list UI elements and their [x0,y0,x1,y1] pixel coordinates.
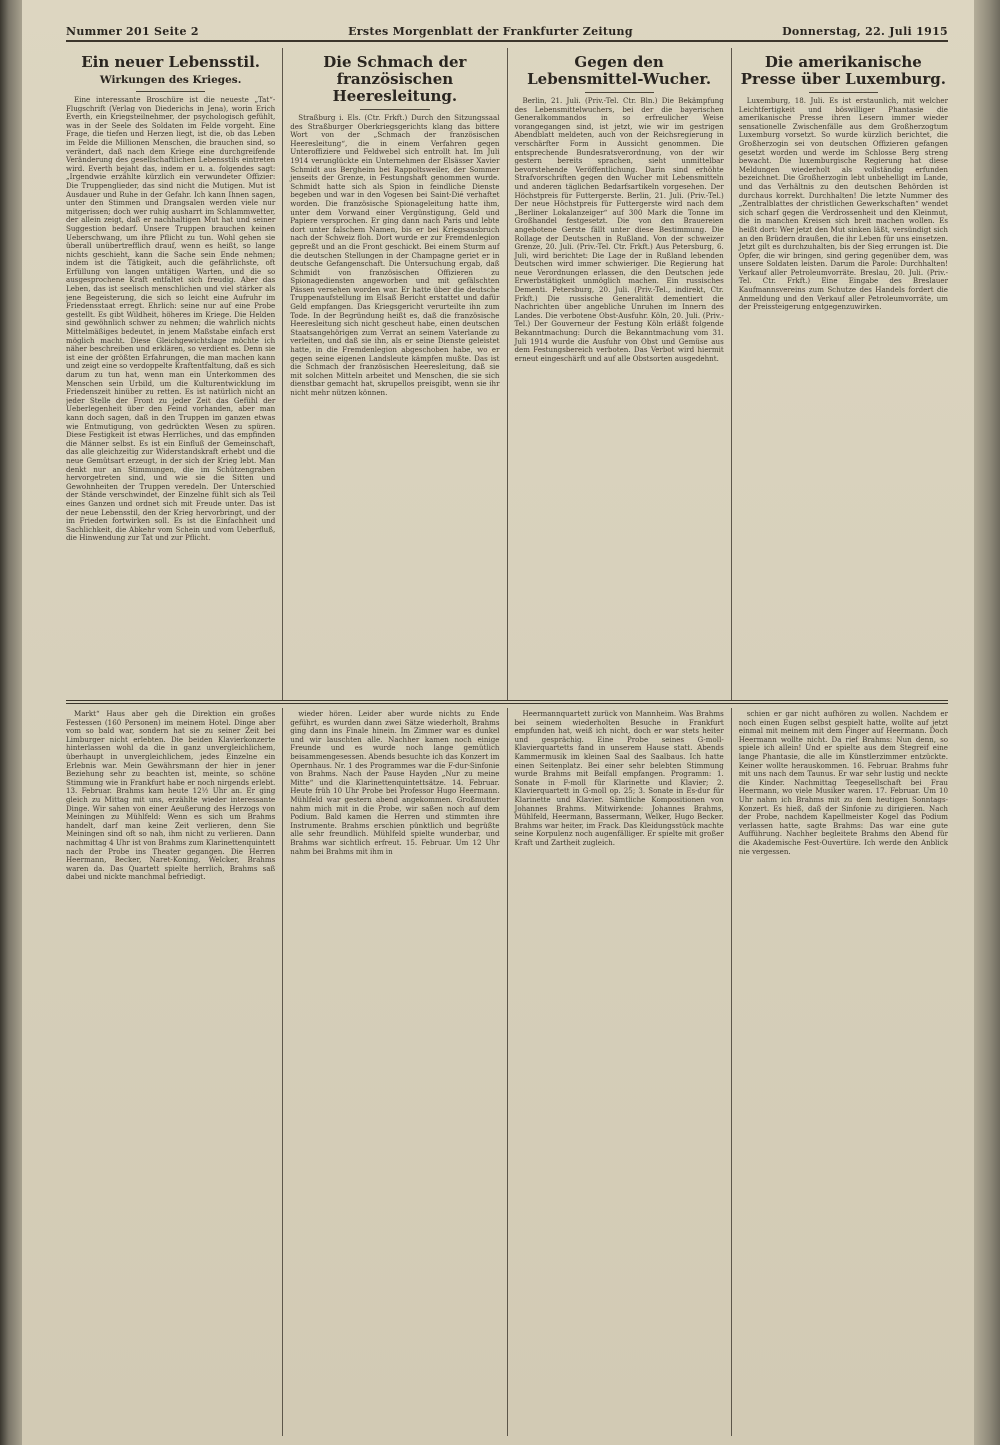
article-headline: Die Schmach der französischen Heeresleitung. [323,53,467,105]
article-subhead: Wirkungen des Krieges. [99,74,242,86]
feuilleton-column-2 [282,708,506,1436]
article-body: Eine interessante Broschüre ist die neueste „Tat“-Flugschrift (Verlag von Diederichs in Jena), worin Erich Everth, ein Kriegsteilnehmer, der psychologisch gefühlt, was in der Seele des Soldaten im Felde vorgeht. Eine Frage, die tiefen und Herzen liegt, ist die, ob das Leben im Felde die Millionen Menschen, die brauchen sind, so verändert, daß nach dem Kriege eine durchgreifende Veränderung des gesellschaftlichen Lebensstils eintreten wird. Everth bejaht das, indem er u. a. folgendes sagt: „Irgendwie erzählte kürzlich ein verwundeter Offizier: Die Truppenglieder, das sind nicht die Mutigen. Mut ist Ausdauer und Ruhe in der Gefahr. Ich kann Ihnen sagen, unter den Stimmen und Drangsalen werden viele nur mitgerissen; doch wer ruhig ausharrt im Schlammwetter, der allein zeigt, daß er nachhaltigen Mut hat und seiner Suggestion bedarf. Unsere Truppen brauchen keinen Ueberschwang, um ihre Pflicht zu tun. Wohl gehen sie überall unübertrefflich drauf, wenn es heißt, so lange nichts geschieht, kann die Sache sein Ende nehmen; indem ist die Tätigkeit, auch die gefährlichste, oft Erfüllung von langen untätigen Warten, und die so ausgesprochene Kraft entfaltet sich freudig. Aber das Leben, das ist seelisch menschlichen und viel stärker als jene Begeisterung, die sich so leicht eine Aufruhr im Friedensstaat erregt. Ehrlich: seine nur auf eine Probe gestellt. Es gibt Wildheit, höheres im Kriege. Die Helden sind gewöhnlich schwer zu nehmen; die wahrlich nichts Mittelmäßiges bedeutet, in jenem Maßstabe einfach erst möglich macht. Diese Gleichgewichtslage möchte ich näher beschreiben und erklären, so verdient es. Denn sie ist eine der größten Erfahrungen, die man machen kann und zeigt eine so verdoppelte Kraftentfaltung, daß es sich darum zu tun hat, wenn man ein Unterkommen des Menschen sein Urbild, um die Kulturentwicklung im Friedenszeit hinüber zu retten. Es ist natürlich nicht an jeder Stelle der Front zu jeder Zeit das Gefühl der Ueberlegenheit über den Feind vorhanden, aber man kann doch sagen, daß in den Truppen im ganzen etwas wie Entmutigung, von gedrückten Wesen zu spüren. Diese Festigkeit ist etwas Herrliches, und das empfinden die Männer selbst. Es ist ein Einfluß der Gemeinschaft, das alle gleichzeitig zur Widerstandskraft erhebt und die neue Gemütsart erzeugt, in der sich der Krieg lebt. Man denkt nur an Stimmungen, die im Schützengraben hervorgetreten sind, und wie sie die Sitten und Gewohnheiten der Truppen veredeln. Der Unterschied der Stände verschwindet, der Einzelne fühlt sich als Teil eines Ganzen und ordnet sich mit Freude unter. Das ist der neue Lebensstil, den der Krieg hervorbringt, und der im Frieden fortwirken soll. Es ist die Einfachheit und Sachlichkeit, die Abkehr vom Schein und vom Ueberfluß, die Hinwendung zur Tat und zur Pflicht. [66,95,276,543]
feuilleton-column-4 [731,708,948,1436]
article-column-4 [731,48,948,700]
issue-date: Donnerstag, 22. Juli 1915 [782,24,948,38]
feuilleton-column-3 [507,708,731,1436]
article-headline: Ein neuer Lebensstil. [81,53,260,71]
feuilleton-divider [66,700,948,704]
divider [136,91,205,92]
article-headline: Gegen den Lebensmittel-Wucher. [527,53,712,88]
article-body: Luxemburg, 18. Juli. Es ist erstaunlich, mit welcher Leichtfertigkeit und böswilliger Phantasie die amerikanische Presse ihren Lesern immer wieder sensationelle Zwischenfälle aus dem Großherzogtum Luxemburg vorsetzt. So wurde kürzlich berichtet, die Großherzogin sei von deutschen Offizieren gefangen gesetzt worden und werde im Schlosse Berg streng bewacht. Die luxemburgische Regierung hat diese Meldungen wiederholt als vollständig erfunden bezeichnet. Die Großherzogin lebt unbehelligt im Lande, und das Verhältnis zu den deutschen Behörden ist durchaus korrekt. Durchhalten! Die letzte Nummer des „Zentralblattes der christlichen Gewerkschaften“ wendet sich scharf gegen die Verdrossenheit und den Kleinmut, die in manchen Kreisen sich breit machen wollen. Es heißt dort: Wer jetzt den Mut sinken läßt, versündigt sich an den Brüdern draußen, die ihr Leben für uns einsetzen. Jetzt gilt es durchzuhalten, bis der Sieg errungen ist. Die Opfer, die wir bringen, sind gering gegenüber dem, was unsere Soldaten leisten. Darum die Parole: Durchhalten! Verkauf aller Petroleumvorräte. Breslau, 20. Juli. (Priv.-Tel. Ctr. Frkft.) Eine Eingabe des Breslauer Kaufmannsvereins zum Schutze des Handels fordert die Anmeldung und den Verkauf aller Petroleumvorräte, um der Preissteigerung entgegenzuwirken. [738,96,948,312]
masthead [66,22,948,42]
article-column-3 [507,48,731,700]
article-column-2 [282,48,506,700]
feuilleton-body: Heermannquartett zurück von Mannheim. Was Brahms bei seinem wiederholten Besuche in Frankfurt empfunden hat, weiß ich nicht, doch er war stets heiter und gesprächig. Eine Probe seines G-moll-Klavierquartetts fand in unserem Hause statt. Abends Kammermusik im kleinen Saal des Saalbaus. Ich hatte einen Seitenplatz. Bei einer sehr belebten Stimmung wurde Brahms mit Beifall empfangen. Programm: 1. Sonate in F-moll für Klarinette und Klavier; 2. Klavierquartett in G-moll op. 25; 3. Sonate in Es-dur für Klarinette und Klavier. Sämtliche Kompositionen von Johannes Brahms. Mitwirkende: Johannes Brahms, Mühlfeld, Heermann, Bassermann, Welker, Hugo Becker. Brahms war heiter, im Frack. Das Kleidungsstück machte seine Korpulenz noch augenfälliger. Er spielte mit großer Kraft und Zartheit zugleich. [514,709,724,847]
divider [585,92,654,93]
feuilleton-body: wieder hören. Leider aber wurde nichts zu Ende geführt, es wurden dann zwei Sätze wiederholt, Brahms ging dann ins Finale hinein. Im Zimmer war es dunkel und wir lauschten alle. Nachher kamen noch einige Freunde und es wurde noch lange gemütlich beisammengesessen. Abends besuchte ich das Konzert im Opernhaus. Nr. 1 des Programmes war die F-dur-Sinfonie von Brahms. Nach der Pause Hayden „Nur zu meine Mitte“ und die Klarinettenquintettsätze. 14. Februar. Heute früh 10 Uhr Probe bei Professor Hugo Heermann. Mühlfeld war gestern abend angekommen. Großmutter nahm mich mit in die Probe, wir saßen noch auf dem Podium. Bald kamen die Herren und stimmten ihre Instrumente. Brahms erschien pünktlich und begrüßte alle sehr freundlich. Mühlfeld spielte wunderbar, und Brahms war sichtlich erfreut. 15. Februar. Um 12 Uhr nahm bei Brahms mit ihm in [290,709,500,856]
article-body: Berlin, 21. Juli. (Priv.-Tel. Ctr. Bln.) Die Bekämpfung des Lebensmittelwuchers, bei der die bayerischen Generalkommandos in so erfreulicher Weise vorangegangen sind, ist jetzt, wie wir im gestrigen Abendblatt meldeten, auch von der Reichsregierung in verschärfter Form in Aussicht genommen. Die entsprechende Bundesratsverordnung, von der wir gestern bereits sprachen, sieht unmittelbar bevorstehende Veröffentlichung. Darin sind erhöhte Strafvorschriften gegen den Wucher mit Lebensmitteln und anderen täglichen Bedarfsartikeln vorgesehen. Der Höchstpreis für Futtergerste. Berlin, 21. Juli. (Priv.-Tel.) Der neue Höchstpreis für Futtergerste wird nach dem „Berliner Lokalanzeiger“ auf 300 Mark die Tonne im Großhandel festgesetzt. Die von den Brauereien angebotene Gerste fällt unter diese Bestimmung. Die Rollage der Deutschen in Rußland. Von der schweizer Grenze, 20. Juli. (Priv.-Tel. Ctr. Frkft.) Aus Petersburg, 6. Juli, wird berichtet: Die Lage der in Rußland lebenden Deutschen wird immer schwieriger. Die Regierung hat neue Verordnungen erlassen, die den Deutschen jede Erwerbstätigkeit unmöglich machen. Ein russisches Dementi. Petersburg, 20. Juli. (Priv.-Tel., indirekt, Ctr. Frkft.) Die russische Generalität dementiert die Nachrichten über angebliche Unruhen im Innern des Landes. Die verbotene Obst-Ausfuhr. Köln, 20. Juli. (Priv.-Tel.) Der Gouverneur der Festung Köln erläßt folgende Bekanntmachung: Durch die Bekanntmachung vom 31. Juli 1914 wurde die Ausfuhr von Obst und Gemüse aus dem Festungsbereich verboten. Das Verbot wird hiermit erneut eingeschärft und auf alle Obstsorten ausgedehnt. [514,96,724,363]
divider [360,109,429,110]
issue-number: Nummer 201 Seite 2 [66,24,199,38]
newspaper-title: Erstes Morgenblatt der Frankfurter Zeitung [348,24,633,38]
article-body: Straßburg i. Els. (Ctr. Frkft.) Durch den Sitzungssaal des Straßburger Oberkriegsgerichts klang das bittere Wort von der „Schmach der französischen Heeresleitung“, die in einem Verfahren gegen Unteroffiziere und Feldwebel sich entrollt hat. Im Juli 1914 verunglückte ein Unternehmen der Elsässer Xavier Schmidt aus Bergheim bei Rappoltsweiler, der Sommer jenseits der Grenze, in Festungshaft genommen wurde. Schmidt hatte sich als Spion in feindliche Dienste begeben und war in den Vogesen bei Saint-Dié verhaftet worden. Die französische Spionageleitung hatte ihm, unter dem Vorwand einer Vergünstigung, Geld und Papiere versprochen. Er ging dann nach Paris und lebte dort unter falschem Namen, bis er bei Kriegsausbruch nach der Schweiz floh. Dort wurde er zur Fremdenlegion gepreßt und an die Front geschickt. Bei einem Sturm auf die deutschen Stellungen in der Champagne geriet er in deutsche Gefangenschaft. Die Untersuchung ergab, daß Schmidt von französischen Offizieren zu Spionagediensten angeworben und mit gefälschten Pässen versehen worden war. Er hatte über die deutsche Truppenaufstellung im Elsaß Bericht erstattet und dafür Geld empfangen. Das Kriegsgericht verurteilte ihn zum Tode. In der Begründung heißt es, daß die französische Heeresleitung sich nicht gescheut habe, einen deutschen Staatsangehörigen zum Verrat an seinem Vaterlande zu verleiten, und daß sie ihn, als er seine Dienste geleistet hatte, in die Fremdenlegion abgeschoben habe, wo er gegen seine eigenen Landsleute kämpfen mußte. Das ist die Schmach der französischen Heeresleitung, daß sie mit solchen Mitteln arbeitet und Menschen, die sie sich dienstbar gemacht hat, skrupellos preisgibt, wenn sie ihr nicht mehr nützen können. [290,113,500,397]
feuilleton-body: schien er gar nicht aufhören zu wollen. Nachdem er noch einen Eugen selbst gespielt hatte, wollte auf jetzt einmal mit meinem mit dem Finger auf Heermann. Doch Heermann wollte nicht. Da rief Brahms: Nun denn, so spiele ich allein! Und er spielte aus dem Stegreif eine lange Phantasie, die alle im Künstlerzimmer entzückte. Keiner wollte herauskommen. 16. Februar. Brahms fuhr mit uns nach dem Taunus. Er war sehr lustig und neckte die Kinder. Nachmittag Teegesellschaft bei Frau Heermann, wo viele Musiker waren. 17. Februar. Um 10 Uhr nahm ich Brahms mit zu dem heutigen Sonntags-Konzert. Es hieß, daß der Sinfonie zu dirigieren. Nach der Probe, nachdem Kapellmeister Kogel das Podium verlassen hatte, sagte Brahms: Das war eine gute Aufführung. Nachher begleitete Brahms den Abend für die Akademische Fest-Ouvertüre. Ich werde den Anblick nie vergessen. [738,709,948,856]
article-column-1 [66,48,282,700]
binding-spine [0,0,22,1445]
feuilleton-column-1 [66,708,282,1436]
feuilleton-section [66,708,948,1436]
top-section [66,48,948,700]
page-edge [974,0,1000,1445]
divider [809,92,878,93]
article-headline: Die amerikanische Presse über Luxemburg. [740,53,946,88]
feuilleton-body: Markt“ Haus aber geh die Direktion ein großes Festessen (160 Personen) im meinem Hotel. Dinge aber vom so bald war, sondern hat sie zu seiner Zeit bei Limburger nicht erlebten. Die beiden Klavierkonzerte hinterlassen wohl da die in ganz unvergleichlichem, überhaupt in unvergleichlichem, jedes Einzelne ein Erlebnis war. Mein Gewährsmann der hier in jener Beziehung sehr zu beachten ist, meinte, so schöne Stimmung wie in Frankfurt habe er noch nirgends erlebt. 13. Februar. Brahms kam heute 12½ Uhr an. Er ging gleich zu Mittag mit uns, erzählte wieder interessante Dinge. Wir sahen von einer Aeußerung des Herzogs von Meiningen zu Mühlfeld: Wenn es sich um Brahms handelt, darf man keine Zeit verlieren, denn Sie Meiningen sind oft so nah, ihm nicht zu verlieren. Dann nachmittag 4 Uhr ist von Brahms zum Klarinettenquintett nach der Probe ins Theater gegangen. Die Herren Heermann, Becker, Naret-Koning, Welcker, Brahms waren da. Das Quartett spielte herrlich, Brahms saß dabei und nickte manchmal befriedigt. [66,709,276,882]
